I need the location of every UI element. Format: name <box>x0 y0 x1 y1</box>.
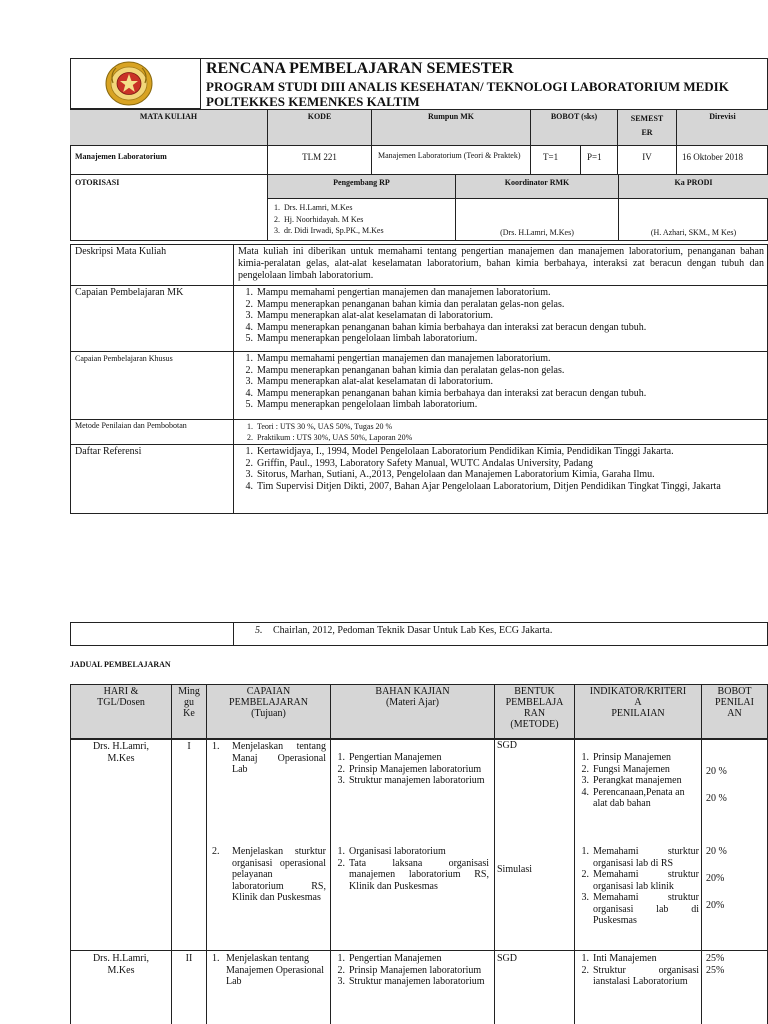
deskripsi-text: Mata kuliah ini diberikan untuk memahami tentang pengertian manajemen dan manajemen laboratorium, penanganan bahan kimia-peralatan gelas, alat-alat keselamatan laboratorium, bahan kimia berbahaya, interaksi zat beracun dengan tubuh dan pengelolaan limbah laboratorium. <box>238 246 764 281</box>
list-item: 5. Mampu menerapkan pengelolaan limbah laboratorium. <box>245 333 478 344</box>
list-item: 1. Pengertian Manajemen <box>337 752 442 763</box>
developer-list <box>268 202 454 237</box>
list-item: 2. Prinsip Manajemen laboratorium <box>337 763 482 775</box>
list-item: 1. Inti Manajemen <box>581 953 657 964</box>
list-item: 5. Mampu menerapkan pengelolaan limbah laboratorium. <box>245 399 478 410</box>
capaian-khusus-list <box>235 353 765 411</box>
capaian-mk-label: Capaian Pembelajaran MK <box>75 287 184 298</box>
institution-title: POLTEKKES KEMENKES KALTIM <box>206 94 420 109</box>
row1-cap2: Menjelaskan sturktur organisasi operasional pelayanan laboratorium RS, Klinik dan Puskesmas <box>232 846 326 903</box>
list-item: 1. Mampu memahami pengertian manajemen dan manajemen laboratorium. <box>245 353 551 364</box>
col-hari: HARI & TGL/Dosen <box>97 686 145 708</box>
referensi-item-5-num: 5. <box>255 625 263 636</box>
list-item: 2. Tata laksana organisasi manajemen laboratorium RS, Klinik dan Puskesmas <box>337 857 489 892</box>
list-item: 4. Perencanaan,Penata an alat dab bahan <box>581 786 685 809</box>
jadual-title: JADUAL PEMBELAJARAN <box>70 660 171 669</box>
header-kode: KODE <box>307 112 332 121</box>
row1-ind1 <box>577 752 699 810</box>
header-rumpun: Rumpun MK <box>427 112 474 121</box>
col-indikator: INDIKATOR/KRITERI A PENILAIAN <box>589 686 687 719</box>
row2-bobot1a: 25% <box>706 953 725 964</box>
row2-cap1: Menjelaskan tentang Manajemen Operasional Lab <box>226 953 325 987</box>
capaian-khusus-label: Capaian Pembelajaran Khusus <box>75 354 173 363</box>
col-bentuk: BENTUK PEMBELAJA RAN (METODE) <box>505 686 564 730</box>
row1-bobot2a: 20 % <box>706 846 727 857</box>
list-item: 4. Mampu menerapkan penanganan bahan kimia berbahaya dan interaksi zat beracun dengan tubuh. <box>245 387 647 399</box>
header-semester: SEMEST ER <box>630 114 664 137</box>
course-code: TLM 221 <box>302 152 337 162</box>
referensi-item-5: Chairlan, 2012, Pedoman Teknik Dasar Untuk Lab Kes, ECG Jakarta. <box>273 625 553 636</box>
list-item: 1. Memahami sturktur organisasi lab di RS <box>581 846 699 869</box>
row2-ind1 <box>577 953 699 988</box>
header-bobot: BOBOT (sks) <box>550 112 598 121</box>
course-name: Manajemen Laboratorium <box>75 152 167 161</box>
row2-bahan1 <box>333 953 489 988</box>
list-item: 2. Struktur organisasi ianstalasi Laboratorium <box>581 964 699 987</box>
document-title: RENCANA PEMBELAJARAN SEMESTER <box>206 60 514 77</box>
kaprodi-header: Ka PRODI <box>674 178 713 187</box>
course-rumpun: Manajemen Laboratorium (Teori & Praktek) <box>378 151 521 160</box>
col-capaian: CAPAIAN PEMBELAJARAN (Tujuan) <box>229 686 308 719</box>
list-item: 2. Memahami struktur organisasi lab klinik <box>581 869 699 892</box>
list-item: 3. Sitorus, Marhan, Sutiani, A.,2013, Pengelolaan dan Manajemen Laboratorium Kimia, Garaha Ilmu. <box>245 469 655 480</box>
list-item: 3. dr. Didi Irwadi, Sp.PK., M.Kes <box>274 226 384 235</box>
list-item: 3. Perangkat manajemen <box>581 775 682 786</box>
koordinator-header: Koordinator RMK <box>504 178 570 187</box>
row1-ind2 <box>577 846 699 927</box>
list-item: 2. Griffin, Paul., 1993, Laboratory Safety Manual, WUTC Andalas University, Padang <box>245 457 593 469</box>
course-t: T=1 <box>543 152 559 162</box>
list-item: 1. Kertawidjaya, I., 1994, Model Pengelolaan Laboratorium Pendidikan Kimia, Pendidikan Tinggi Jakarta. <box>245 446 674 457</box>
list-item: 1. Pengertian Manajemen <box>337 953 442 964</box>
header-mata-kuliah: MATA KULIAH <box>139 112 198 121</box>
metode-list <box>235 421 765 443</box>
row1-bobot1b: 20 % <box>706 793 727 804</box>
referensi-label: Daftar Referensi <box>75 446 142 457</box>
list-item: 1. Prinsip Manajemen <box>581 752 672 763</box>
col-bobot: BOBOT PENILAI AN <box>715 686 754 719</box>
col-minggu: Ming gu Ke <box>178 686 200 719</box>
list-item: 3. Struktur manajemen laboratorium <box>337 775 485 786</box>
list-item: 2. Mampu menerapkan penanganan bahan kimia dan peralatan gelas-non gelas. <box>245 298 565 310</box>
deskripsi-label: Deskripsi Mata Kuliah <box>75 246 167 257</box>
course-p: P=1 <box>587 152 602 162</box>
row1-metode1: SGD <box>497 740 518 751</box>
list-item: 4. Tim Supervisi Ditjen Dikti, 2007, Bahan Ajar Pengelolaan Laboratorium, Ditjen Pendidikan Tingkat Tinggi, Jakarta <box>245 480 721 492</box>
koordinator-name: (Drs. H.Lamri, M.Kes) <box>500 228 574 237</box>
row1-cap1-num: 1. <box>212 741 220 752</box>
col-bahan: BAHAN KAJIAN (Materi Ajar) <box>375 686 450 708</box>
list-item: 3. Mampu menerapkan alat-alat keselamatan di laboratorium. <box>245 376 494 387</box>
list-item: 2. Fungsi Manajemen <box>581 763 670 775</box>
row2-dosen: Drs. H.Lamri, M.Kes <box>92 953 150 976</box>
list-item: 4. Mampu menerapkan penanganan bahan kimia berbahaya dan interaksi zat beracun dengan tubuh. <box>245 321 647 333</box>
row2-cap1-num: 1. <box>212 953 220 964</box>
row1-minggu: I <box>187 741 191 752</box>
row1-bobot2b: 20% <box>706 873 725 884</box>
row1-cap2-num: 2. <box>212 846 220 857</box>
otorisasi-label: OTORISASI <box>75 178 120 187</box>
institution-logo <box>104 60 154 107</box>
row2-bobot1b: 25% <box>706 965 725 976</box>
list-item: 1. Mampu memahami pengertian manajemen dan manajemen laboratorium. <box>245 287 551 298</box>
program-title: PROGRAM STUDI DIII ANALIS KESEHATAN/ TEKNOLOGI LABORATORIUM MEDIK <box>206 79 729 94</box>
capaian-mk-list <box>235 287 765 345</box>
row1-dosen: Drs. H.Lamri, M.Kes <box>92 741 150 764</box>
referensi-list <box>235 446 765 492</box>
list-item: 3. Mampu menerapkan alat-alat keselamatan di laboratorium. <box>245 310 494 321</box>
header-direvisi: Direvisi <box>709 112 736 121</box>
row1-cap1: Menjelaskan tentang Manaj Operasional Lab <box>232 741 326 775</box>
list-item: 3. Struktur manajemen laboratorium <box>337 976 485 987</box>
list-item: 2. Praktikum : UTS 30%, UAS 50%, Laporan 20% <box>247 433 413 442</box>
row1-bahan2 <box>333 846 489 892</box>
list-item: 2. Prinsip Manajemen laboratorium <box>337 964 482 976</box>
course-revised: 16 Oktober 2018 <box>682 152 743 162</box>
list-item: 1. Organisasi laboratorium <box>337 846 446 857</box>
list-item: 2. Mampu menerapkan penanganan bahan kimia dan peralatan gelas-non gelas. <box>245 364 565 376</box>
row1-bobot1a: 20 % <box>706 766 727 777</box>
row2-metode1: SGD <box>497 953 518 964</box>
pengembang-header: Pengembang RP <box>333 178 390 187</box>
row1-bahan1 <box>333 752 489 787</box>
kaprodi-name: (H. Azhari, SKM., M Kes) <box>650 228 737 237</box>
list-item: 3. Memahami struktur organisasi lab di Puskesmas <box>581 892 699 926</box>
course-semester: IV <box>642 152 652 162</box>
row1-bobot2c: 20% <box>706 900 725 911</box>
list-item: 1. Drs. H.Lamri, M.Kes <box>274 203 353 212</box>
row1-metode2: Simulasi <box>497 864 533 875</box>
list-item: 2. Hj. Noorhidayah. M Kes <box>274 214 364 224</box>
metode-label: Metode Penilaian dan Pembobotan <box>75 421 187 430</box>
row2-minggu: II <box>185 953 193 964</box>
list-item: 1. Teori : UTS 30 %, UAS 50%, Tugas 20 % <box>247 422 393 431</box>
